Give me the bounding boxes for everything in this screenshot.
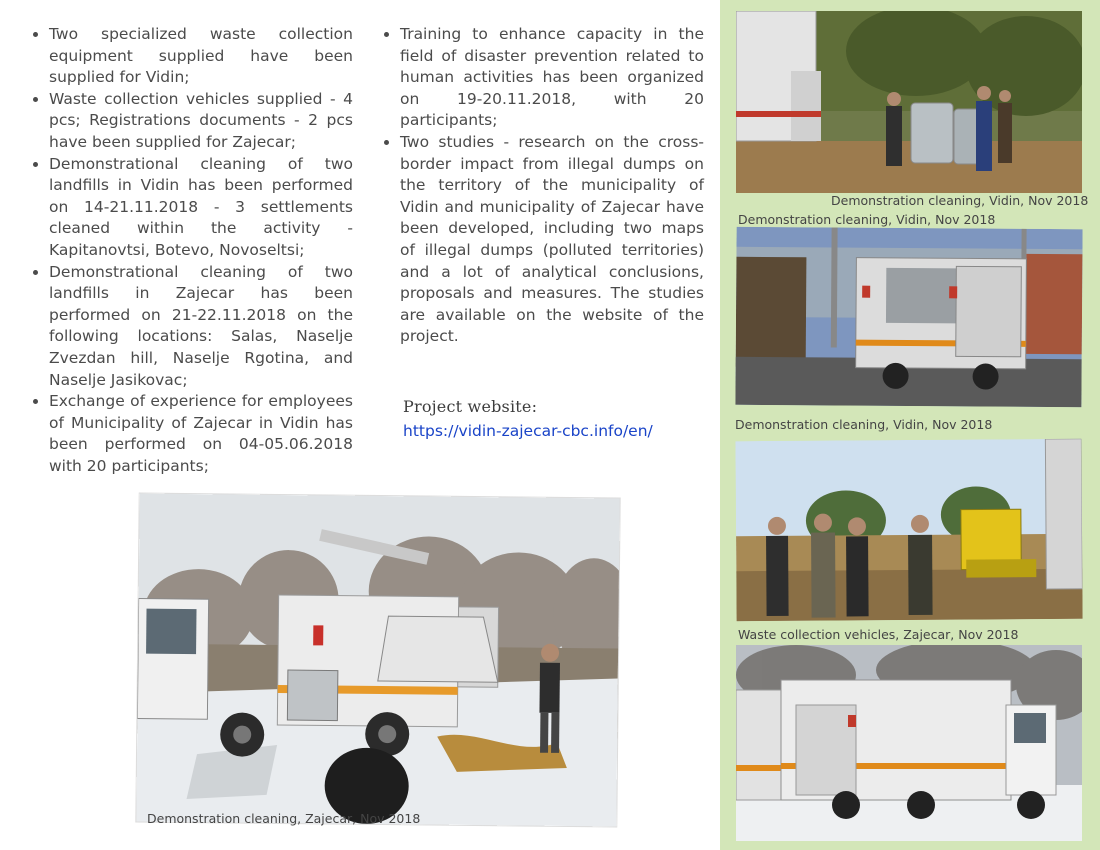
list-item: • Demonstrational cleaning of two landfills in Zajecar has been performed on 21-22.11.2018 on the following locations: Salas, Naselje Zvezdan hill, Naselje Rgotina, and Naselje Jasikovac; — [49, 262, 353, 392]
caption-vidin-cleaning-2: Demonstration cleaning, Vidin, Nov 2018 — [738, 212, 996, 227]
list-item: • Two studies - research on the cross-border impact from illegal dumps on the territory of the municipality of Vidin and municipality of Zajecar have been developed, including two maps of illegal dumps (polluted territories) and a lot of analytical conclusions, proposals and measures. The studies are available on the website of the project. — [400, 132, 704, 348]
project-website-block — [403, 397, 653, 440]
photo-vidin-cleaning-1 — [736, 11, 1082, 193]
website-label: Project website: — [403, 397, 538, 416]
middle-bullet-list — [378, 24, 704, 348]
photo-vidin-cleaning-2 — [735, 227, 1082, 407]
list-item: • Training to enhance capacity in the field of disaster prevention related to human activities has been organized on 19-20.11.2018, with 20 participants; — [400, 24, 704, 132]
caption-vidin-cleaning-3: Demonstration cleaning, Vidin, Nov 2018 — [735, 417, 993, 432]
photo-zajecar-cleaning — [136, 493, 619, 826]
list-item: • Demonstrational cleaning of two landfills in Vidin has been performed on 14-21.11.2018 - 3 settlements cleaned within the activity - Kapitanovtsi, Botevo, Novoseltsi; — [49, 154, 353, 262]
caption-zajecar-cleaning: Demonstration cleaning, Zajecar, Nov 2018 — [147, 811, 421, 826]
website-link[interactable]: https://vidin-zajecar-cbc.info/en/ — [403, 422, 653, 440]
caption-vidin-cleaning-1: Demonstration cleaning, Vidin, Nov 2018 — [831, 193, 1089, 208]
list-item: • Exchange of experience for employees of Municipality of Zajecar in Vidin has been performed on 04-05.06.2018 with 20 participants; — [49, 391, 353, 477]
list-item: • Waste collection vehicles supplied - 4 pcs; Registrations documents - 2 pcs have been supplied for Zajecar; — [49, 89, 353, 154]
photo-zajecar-vehicles — [736, 645, 1082, 841]
left-bullet-list — [27, 24, 353, 477]
middle-text-column — [378, 24, 704, 348]
left-text-column — [27, 24, 353, 477]
caption-zajecar-vehicles: Waste collection vehicles, Zajecar, Nov 2018 — [738, 627, 1019, 642]
photo-vidin-cleaning-3 — [735, 439, 1082, 621]
list-item: • Two specialized waste collection equipment supplied have been supplied for Vidin; — [49, 24, 353, 89]
